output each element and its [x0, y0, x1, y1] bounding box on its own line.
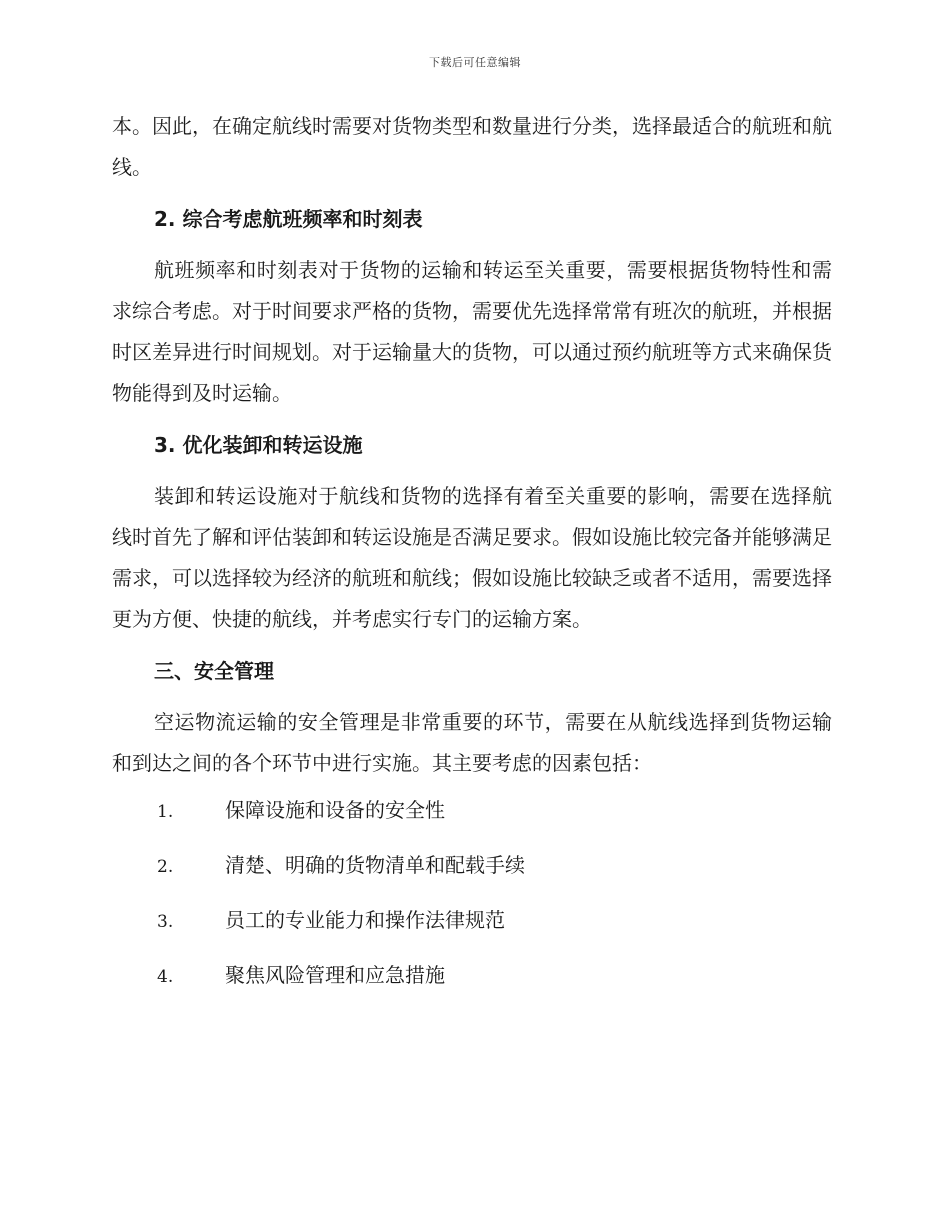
paragraph-safety: 空运物流运输的安全管理是非常重要的环节，需要在从航线选择到货物运输和到达之间的各个环节中进行实施。其主要考虑的因素包括：: [112, 710, 832, 775]
list-item: [112, 904, 832, 959]
list-item-number: 1.: [157, 802, 174, 822]
list-item: [112, 959, 832, 1014]
subheading-handling-facilities: 3. 优化装卸和转运设施: [154, 433, 363, 457]
paragraph-continuation: 本。因此，在确定航线时需要对货物类型和数量进行分类，选择最适合的航班和航线。: [112, 114, 832, 179]
paragraph-handling-facilities: 装卸和转运设施对于航线和货物的选择有着至关重要的影响，需要在选择航线时首先了解和评估装卸和转运设施是否满足要求。假如设施比较完备并能够满足需求，可以选择较为经济的航班和航线；假如设施比较缺乏或者不适用，需要选择更为方便、快捷的航线，并考虑实行专门的运输方案。: [112, 484, 832, 631]
list-item: [112, 849, 832, 904]
page-header: 下载后可任意编辑: [429, 56, 521, 69]
list-item-text: 聚焦风险管理和应急措施: [225, 963, 445, 987]
list-item-number: 3.: [157, 912, 174, 932]
section-heading-safety: 三、安全管理: [154, 659, 274, 683]
safety-factor-list: [112, 794, 832, 1014]
subheading-flight-frequency: 2. 综合考虑航班频率和时刻表: [154, 207, 423, 231]
paragraph-flight-frequency: 航班频率和时刻表对于货物的运输和转运至关重要，需要根据货物特性和需求综合考虑。对于时间要求严格的货物，需要优先选择常常有班次的航班，并根据时区差异进行时间规划。对于运输量大的货物，可以通过预约航班等方式来确保货物能得到及时运输。: [112, 258, 832, 405]
list-item: [112, 794, 832, 849]
list-item-text: 员工的专业能力和操作法律规范: [225, 908, 505, 932]
document-body: [112, 106, 832, 1014]
list-item-text: 清楚、明确的货物清单和配载手续: [225, 853, 525, 877]
list-item-number: 4.: [157, 967, 174, 987]
list-item-number: 2.: [157, 857, 174, 877]
list-item-text: 保障设施和设备的安全性: [225, 798, 445, 822]
